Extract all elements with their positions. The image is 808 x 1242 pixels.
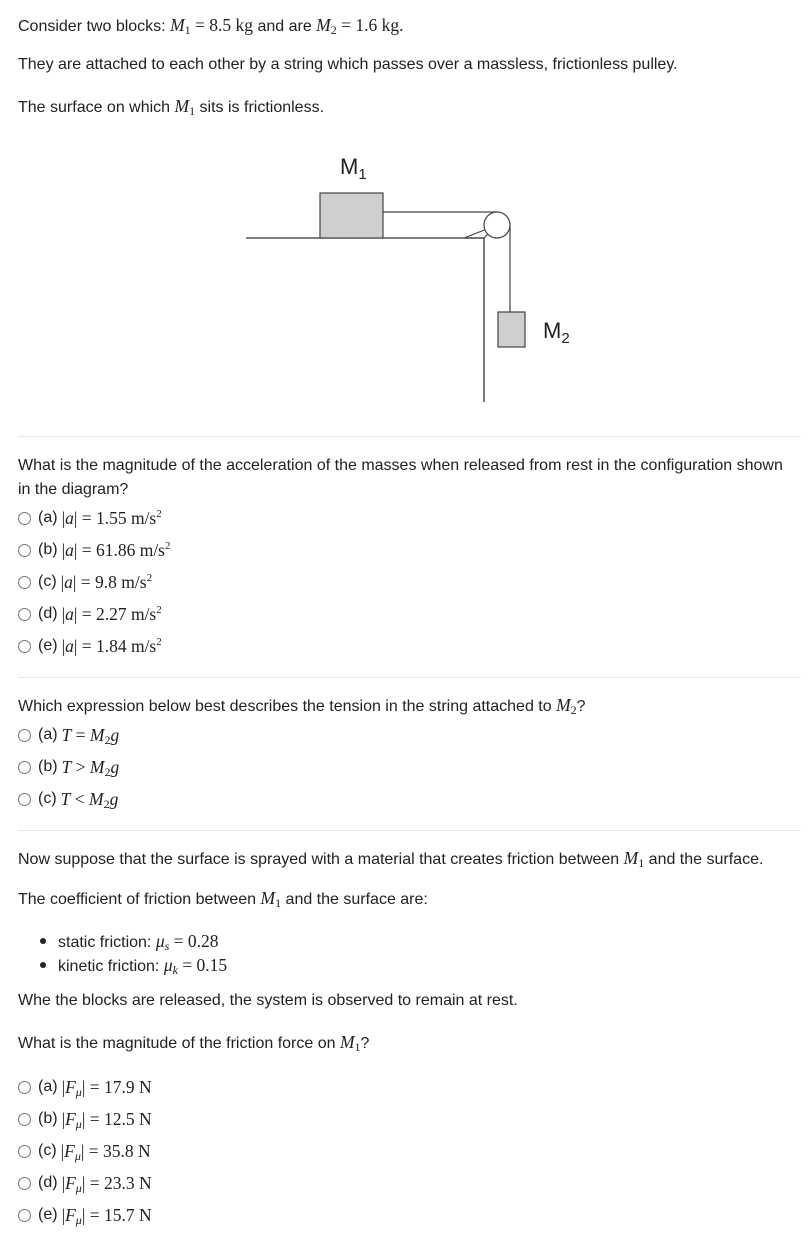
q1-option-b-radio[interactable]	[18, 544, 31, 557]
pulley-diagram	[0, 140, 808, 410]
q1-option-a-radio[interactable]	[18, 512, 31, 525]
divider-1	[18, 436, 801, 437]
question-3-text: What is the magnitude of the friction force on $M_1$?	[18, 1032, 370, 1054]
m1-label: $M_1$	[340, 154, 367, 183]
friction-line-1: Now suppose that the surface is sprayed with a material that creates friction between $M_1$ and the surface.	[18, 848, 764, 870]
q3-option-b[interactable]: (b) $|F_\mu| = 12.5$ N	[18, 1108, 152, 1130]
static-friction-item: static friction: $\mu_s = 0.28$	[18, 929, 227, 953]
friction-coefficients-list	[18, 929, 227, 977]
q1-option-d-radio[interactable]	[18, 608, 31, 621]
q1-option-c-radio[interactable]	[18, 576, 31, 589]
q2-option-a[interactable]: (a) $T = M_2g$	[18, 724, 119, 746]
q1-option-c[interactable]: (c) |a| = 9.8 $m/s^2$	[18, 571, 152, 593]
divider-3	[18, 830, 801, 831]
q1-option-a[interactable]: (a) |a| = 1.55 $m/s^2$	[18, 507, 162, 529]
q3-option-a[interactable]: (a) $|F_\mu| = 17.9$ N	[18, 1076, 152, 1098]
q3-option-a-radio[interactable]	[18, 1081, 31, 1094]
q2-option-b[interactable]: (b) $T > M_2g$	[18, 756, 119, 778]
kinetic-friction-item: kinetic friction: $\mu_k = 0.15$	[18, 953, 227, 977]
q2-option-c-radio[interactable]	[18, 793, 31, 806]
intro-line-1: Consider two blocks: $M_1 = 8.5$ kg and are $M_2 = 1.6$ kg.	[18, 15, 404, 37]
pulley-wheel	[484, 212, 510, 238]
q1-option-b[interactable]: (b) |a| = 61.86 $m/s^2$	[18, 539, 171, 561]
q3-option-d-radio[interactable]	[18, 1177, 31, 1190]
q3-option-d[interactable]: (d) $|F_\mu| = 23.3$ N	[18, 1172, 152, 1194]
divider-2	[18, 677, 801, 678]
friction-line-3: Whe the blocks are released, the system is observed to remain at rest.	[18, 992, 518, 1009]
block-m1	[320, 193, 383, 238]
q1-option-d[interactable]: (d) |a| = 2.27 $m/s^2$	[18, 603, 162, 625]
question-1-text: What is the magnitude of the acceleration of the masses when released from rest in the configuration shown in the diagram?	[18, 457, 783, 498]
q1-option-e[interactable]: (e) |a| = 1.84 $m/s^2$	[18, 635, 162, 657]
q1-option-e-radio[interactable]	[18, 640, 31, 653]
q2-option-c[interactable]: (c) $T < M_2g$	[18, 788, 118, 810]
q2-option-a-radio[interactable]	[18, 729, 31, 742]
q3-option-b-radio[interactable]	[18, 1113, 31, 1126]
q3-option-e-radio[interactable]	[18, 1209, 31, 1222]
q3-option-c-radio[interactable]	[18, 1145, 31, 1158]
q3-option-c[interactable]: (c) $|F_\mu| = 35.8$ N	[18, 1140, 151, 1162]
m2-label: $M_2$	[543, 318, 570, 347]
question-2-text: Which expression below best describes the tension in the string attached to $M_2$?	[18, 695, 586, 717]
intro-line-2: They are attached to each other by a string which passes over a massless, frictionless pulley.	[18, 56, 678, 73]
q3-option-e[interactable]: (e) $|F_\mu| = 15.7$ N	[18, 1204, 152, 1226]
friction-line-2: The coefficient of friction between $M_1$ and the surface are:	[18, 888, 428, 910]
block-m2	[498, 312, 525, 347]
q2-option-b-radio[interactable]	[18, 761, 31, 774]
intro-line-3: The surface on which $M_1$ sits is frictionless.	[18, 96, 325, 118]
